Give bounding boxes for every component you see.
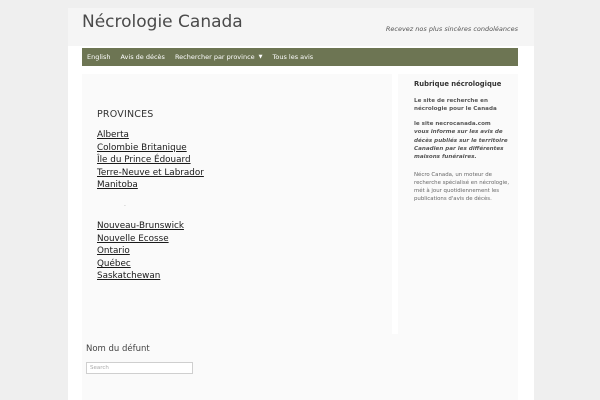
nav-item-label: English	[87, 53, 111, 61]
sidebar-intro-line: Le site de recherche en	[414, 98, 488, 104]
province-list-secondary	[97, 220, 184, 283]
sidebar-info-line: décès publiés sur le territoire	[414, 137, 508, 144]
search-section	[82, 334, 518, 400]
sidebar-info-line: Canadien par les différentes	[414, 146, 504, 153]
nav-item-label: Avis de décès	[120, 53, 165, 61]
province-list-primary	[97, 129, 204, 192]
nav-item-english[interactable]	[82, 48, 115, 66]
sidebar-info-line: maisons funéraires.	[414, 154, 477, 161]
nav-item-avis-de-deces[interactable]	[115, 48, 169, 66]
sidebar-description: mét à jour quotidiennement les	[414, 188, 500, 195]
nav-item-label: Tous les avis	[272, 53, 314, 61]
sidebar-intro-line: nécrologie pour le Canada	[414, 106, 497, 113]
province-link-manitoba[interactable]: Manitoba	[97, 180, 138, 191]
province-link-terre-neuve-et-labrador[interactable]: Terre-Neuve et Labrador	[97, 167, 204, 178]
site-header	[68, 8, 534, 46]
chevron-down-icon: ▼	[258, 54, 263, 60]
province-link-ontario[interactable]: Ontario	[97, 246, 130, 257]
site-title[interactable]: Nécrologie Canada	[82, 12, 243, 32]
main-content	[82, 74, 392, 334]
main-navigation	[82, 48, 518, 66]
search-label: Nom du défunt	[86, 344, 150, 354]
sidebar-title: Rubrique nécrologique	[414, 80, 502, 88]
nav-item-tous-les-avis[interactable]	[268, 48, 319, 66]
provinces-heading: PROVINCES	[97, 109, 154, 120]
sidebar-site-line: le site necrocanada.com	[414, 120, 491, 127]
province-link-saskatchewan[interactable]: Saskatchewan	[97, 271, 161, 282]
site-tagline: Recevez nos plus sincères condoléances	[385, 25, 518, 33]
search-input[interactable]	[86, 362, 193, 374]
nav-item-rechercher-par-province[interactable]	[170, 48, 268, 66]
page-container	[68, 8, 534, 400]
nav-item-label: Rechercher par province	[174, 53, 255, 61]
province-link-colombie-britanique[interactable]: Colombie Britanique	[97, 142, 187, 153]
sidebar	[398, 74, 518, 334]
sidebar-description: Nécro Canada, un moteur de	[414, 171, 492, 178]
province-link-nouveau-brunswick[interactable]: Nouveau-Brunswick	[97, 221, 184, 231]
province-link-ile-du-prince-edouard[interactable]: Île du Prince Édouard	[97, 155, 191, 166]
province-link-nouvelle-ecosse[interactable]: Nouvelle Ecosse	[97, 233, 169, 244]
sidebar-description: publications d'avis de décès.	[414, 196, 492, 203]
province-link-quebec[interactable]: Québec	[97, 258, 131, 269]
list-separator: .	[124, 201, 126, 208]
sidebar-info-line: vous informe sur les avis de	[414, 129, 503, 136]
province-link-alberta[interactable]: Alberta	[97, 130, 129, 140]
sidebar-description: recherche spécialisé en nécrologie,	[414, 180, 510, 187]
